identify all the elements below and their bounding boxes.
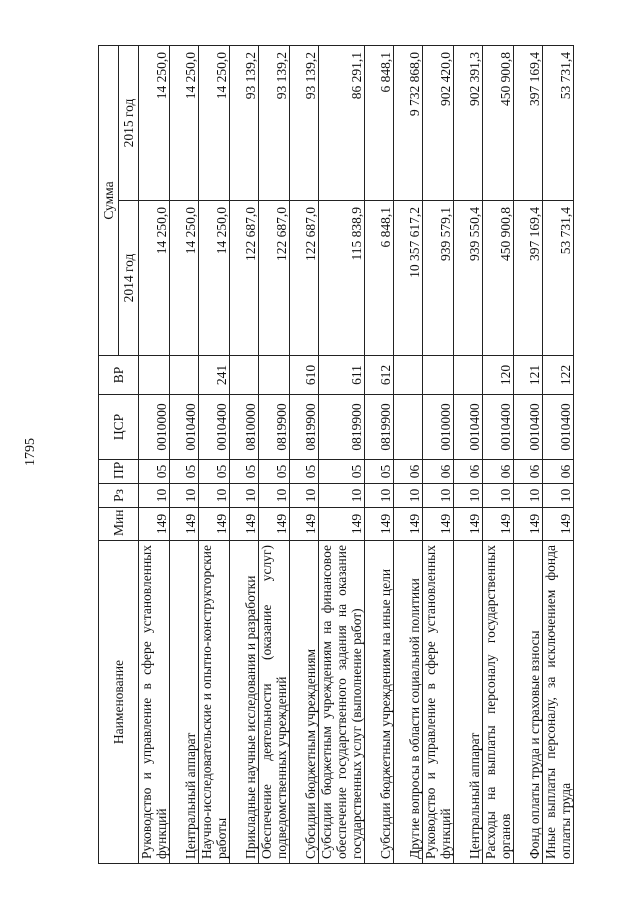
header-pr: ПР [99,460,139,484]
row-2015-cell: 86 291,1 [319,45,365,200]
row-min-cell: 149 [170,508,199,541]
table-row [365,45,394,863]
row-csr-cell [394,395,423,460]
table-header [99,45,139,863]
header-csr: ЦСР [99,395,139,460]
row-name-cell: Субсидии бюджетным учреждениям [290,541,319,864]
row-2014-cell: 10 357 617,2 [394,201,423,356]
row-2015-cell: 6 848,1 [365,45,394,200]
row-pr-cell: 05 [230,460,259,484]
row-2015-cell: 14 250,0 [170,45,199,200]
row-rz-cell: 10 [170,484,199,508]
row-csr-cell: 0010400 [454,395,483,460]
row-csr-cell: 0010000 [423,395,454,460]
table-row [423,45,454,863]
table-row [139,45,170,863]
row-rz-cell: 10 [259,484,290,508]
row-pr-cell: 05 [290,460,319,484]
row-2014-cell: 14 250,0 [170,201,199,356]
row-2014-cell: 6 848,1 [365,201,394,356]
row-csr-cell: 0819900 [290,395,319,460]
row-name-cell: Субсидии бюджетным учреждениям на иные цели [365,541,394,864]
row-pr-cell: 05 [139,460,170,484]
row-min-cell: 149 [394,508,423,541]
row-2014-cell: 939 579,1 [423,201,454,356]
row-rz-cell: 10 [199,484,230,508]
table-row [514,45,543,863]
row-pr-cell: 06 [543,460,574,484]
row-2015-cell: 450 900,8 [483,45,514,200]
row-2015-cell: 93 139,2 [290,45,319,200]
row-min-cell: 149 [259,508,290,541]
row-csr-cell: 0810000 [230,395,259,460]
row-name-cell: Расходы на выплаты персоналу государственных органов [483,541,514,864]
row-vr-cell [139,356,170,395]
header-min: Мин [99,508,139,541]
row-rz-cell: 10 [365,484,394,508]
row-vr-cell: 610 [290,356,319,395]
row-min-cell: 149 [423,508,454,541]
row-pr-cell: 06 [423,460,454,484]
row-rz-cell: 10 [394,484,423,508]
row-min-cell: 149 [199,508,230,541]
row-min-cell: 149 [139,508,170,541]
table-row [454,45,483,863]
row-csr-cell: 0819900 [259,395,290,460]
row-min-cell: 149 [454,508,483,541]
table-row [394,45,423,863]
row-2015-cell: 902 420,0 [423,45,454,200]
row-name-cell: Обеспечение деятельности (оказание услуг) подведомственных учреждений [259,541,290,864]
table-row [170,45,199,863]
row-min-cell: 149 [543,508,574,541]
row-2014-cell: 14 250,0 [139,201,170,356]
header-name: Наименование [99,541,139,864]
table-body [139,45,574,863]
row-vr-cell: 612 [365,356,394,395]
row-vr-cell [259,356,290,395]
header-2014: 2014 год [119,201,139,356]
row-2015-cell: 902 391,3 [454,45,483,200]
row-vr-cell: 122 [543,356,574,395]
header-sum: Сумма [99,45,119,355]
row-csr-cell: 0819900 [319,395,365,460]
row-csr-cell: 0010400 [543,395,574,460]
table-row [483,45,514,863]
table-row [290,45,319,863]
row-rz-cell: 10 [139,484,170,508]
row-vr-cell [394,356,423,395]
row-2015-cell: 397 169,4 [514,45,543,200]
row-pr-cell: 05 [170,460,199,484]
row-vr-cell: 121 [514,356,543,395]
row-name-cell: Центральный аппарат [170,541,199,864]
row-pr-cell: 06 [514,460,543,484]
row-vr-cell [454,356,483,395]
row-rz-cell: 10 [230,484,259,508]
row-rz-cell: 10 [514,484,543,508]
row-pr-cell: 05 [199,460,230,484]
page-number: 1795 [23,438,38,466]
row-2014-cell: 122 687,0 [259,201,290,356]
row-2014-cell: 14 250,0 [199,201,230,356]
row-rz-cell: 10 [423,484,454,508]
row-2015-cell: 9 732 868,0 [394,45,423,200]
row-min-cell: 149 [290,508,319,541]
row-vr-cell [170,356,199,395]
row-2015-cell: 93 139,2 [230,45,259,200]
row-2014-cell: 397 169,4 [514,201,543,356]
header-vr: ВР [99,356,139,395]
table-row [199,45,230,863]
row-pr-cell: 05 [365,460,394,484]
row-pr-cell: 05 [319,460,365,484]
budget-table [98,45,574,864]
row-min-cell: 149 [514,508,543,541]
row-2014-cell: 53 731,4 [543,201,574,356]
row-2014-cell: 122 687,0 [230,201,259,356]
header-2015: 2015 год [119,45,139,200]
row-min-cell: 149 [230,508,259,541]
row-pr-cell: 06 [483,460,514,484]
row-rz-cell: 10 [543,484,574,508]
row-pr-cell: 06 [394,460,423,484]
row-csr-cell: 0010400 [483,395,514,460]
table-row [230,45,259,863]
row-name-cell: Другие вопросы в области социальной политики [394,541,423,864]
row-pr-cell: 05 [259,460,290,484]
header-rz: Рз [99,484,139,508]
row-rz-cell: 10 [454,484,483,508]
row-2014-cell: 939 550,4 [454,201,483,356]
row-min-cell: 149 [365,508,394,541]
row-name-cell: Субсидии бюджетным учреждениям на финансовое обеспечение государственного задания на оказание государственных услуг (выполнение работ) [319,541,365,864]
row-name-cell: Руководство и управление в сфере установленных функций [139,541,170,864]
row-vr-cell: 120 [483,356,514,395]
row-min-cell: 149 [319,508,365,541]
rotated-budget-page [98,46,573,864]
row-2014-cell: 450 900,8 [483,201,514,356]
row-vr-cell: 241 [199,356,230,395]
row-pr-cell: 06 [454,460,483,484]
row-name-cell: Иные выплаты персоналу, за исключением фонда оплаты труда [543,541,574,864]
table-row [319,45,365,863]
row-2014-cell: 115 838,9 [319,201,365,356]
row-vr-cell: 611 [319,356,365,395]
row-name-cell: Научно-исследовательские и опытно-конструкторские работы [199,541,230,864]
row-2015-cell: 53 731,4 [543,45,574,200]
row-2015-cell: 14 250,0 [139,45,170,200]
row-2015-cell: 93 139,2 [259,45,290,200]
row-csr-cell: 0819900 [365,395,394,460]
row-min-cell: 149 [483,508,514,541]
row-2015-cell: 14 250,0 [199,45,230,200]
row-csr-cell: 0010000 [139,395,170,460]
row-vr-cell [230,356,259,395]
row-vr-cell [423,356,454,395]
row-rz-cell: 10 [290,484,319,508]
row-name-cell: Центральный аппарат [454,541,483,864]
table-row [543,45,574,863]
row-csr-cell: 0010400 [199,395,230,460]
row-rz-cell: 10 [319,484,365,508]
row-name-cell: Руководство и управление в сфере установленных функций [423,541,454,864]
row-csr-cell: 0010400 [170,395,199,460]
row-name-cell: Прикладные научные исследования и разработки [230,541,259,864]
row-rz-cell: 10 [483,484,514,508]
row-name-cell: Фонд оплаты труда и страховые взносы [514,541,543,864]
row-2014-cell: 122 687,0 [290,201,319,356]
table-row [259,45,290,863]
row-csr-cell: 0010400 [514,395,543,460]
